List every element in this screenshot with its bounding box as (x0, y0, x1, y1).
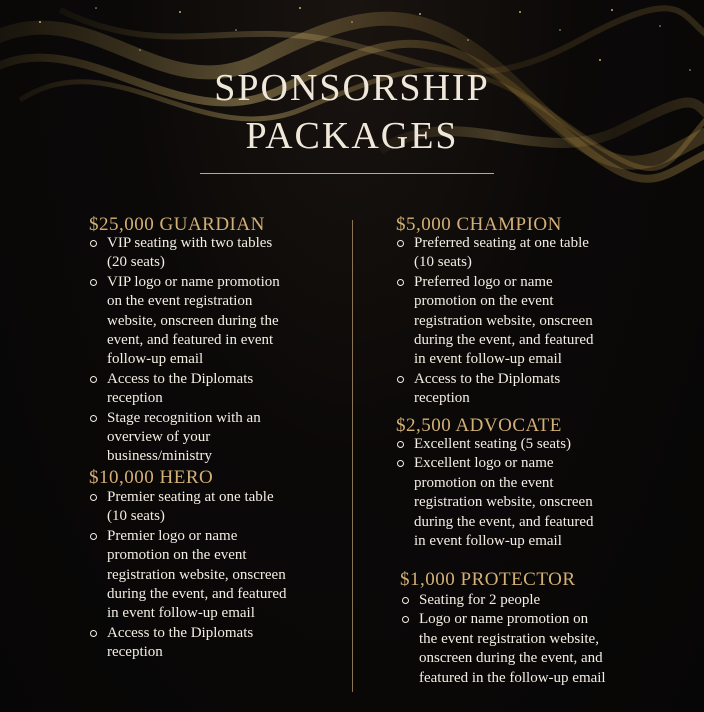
list-item: Stage recognition with an overview of your business/ministry (89, 409, 339, 467)
package-list-guardian (89, 234, 339, 467)
bullet-icon (90, 240, 97, 247)
bullet-icon (90, 533, 97, 540)
list-item: Access to the Diplomats reception (396, 370, 656, 409)
column-divider (352, 220, 353, 692)
bullet-icon (90, 415, 97, 422)
package-list-champion (396, 234, 656, 409)
bullet-icon (397, 441, 404, 448)
package-title-champion: $5,000 CHAMPION (396, 214, 562, 235)
bullet-icon (397, 279, 404, 286)
bullet-icon (90, 630, 97, 637)
package-list-advocate (396, 435, 656, 551)
list-item: Excellent logo or name promotion on the event registration website, onscreen during the event, and featured in event follow-up email (396, 454, 656, 551)
package-title-protector: $1,000 PROTECTOR (400, 569, 576, 590)
bullet-icon (90, 279, 97, 286)
bullet-icon (402, 597, 409, 604)
list-item: Access to the Diplomats reception (89, 624, 339, 663)
list-item: Premier logo or name promotion on the event registration website, onscreen during the event, and featured in event follow-up email (89, 527, 339, 624)
bullet-icon (90, 376, 97, 383)
list-item: Preferred seating at one table (10 seats) (396, 234, 656, 273)
page-title-line1: SPONSORSHIP (214, 67, 490, 109)
bullet-icon (402, 616, 409, 623)
list-item: VIP seating with two tables (20 seats) (89, 234, 339, 273)
package-title-advocate: $2,500 ADVOCATE (396, 415, 562, 436)
bullet-icon (397, 240, 404, 247)
list-item: Premier seating at one table (10 seats) (89, 488, 339, 527)
list-item: Seating for 2 people (401, 591, 671, 610)
package-list-hero (89, 488, 339, 663)
list-item: Preferred logo or name promotion on the event registration website, onscreen during the event, and featured in event follow-up email (396, 273, 656, 370)
bullet-icon (397, 376, 404, 383)
package-list-protector (401, 591, 671, 688)
title-underline (200, 173, 494, 174)
list-item: Logo or name promotion on the event registration website, onscreen during the event, and featured in the follow-up email (401, 610, 671, 688)
list-item: VIP logo or name promotion on the event registration website, onscreen during the event, and featured in event follow-up email (89, 273, 339, 370)
bullet-icon (397, 460, 404, 467)
bullet-icon (90, 494, 97, 501)
list-item: Access to the Diplomats reception (89, 370, 339, 409)
list-item: Excellent seating (5 seats) (396, 435, 656, 454)
page-title-line2: PACKAGES (245, 115, 459, 157)
package-title-guardian: $25,000 GUARDIAN (89, 214, 265, 235)
package-title-hero: $10,000 HERO (89, 467, 214, 488)
